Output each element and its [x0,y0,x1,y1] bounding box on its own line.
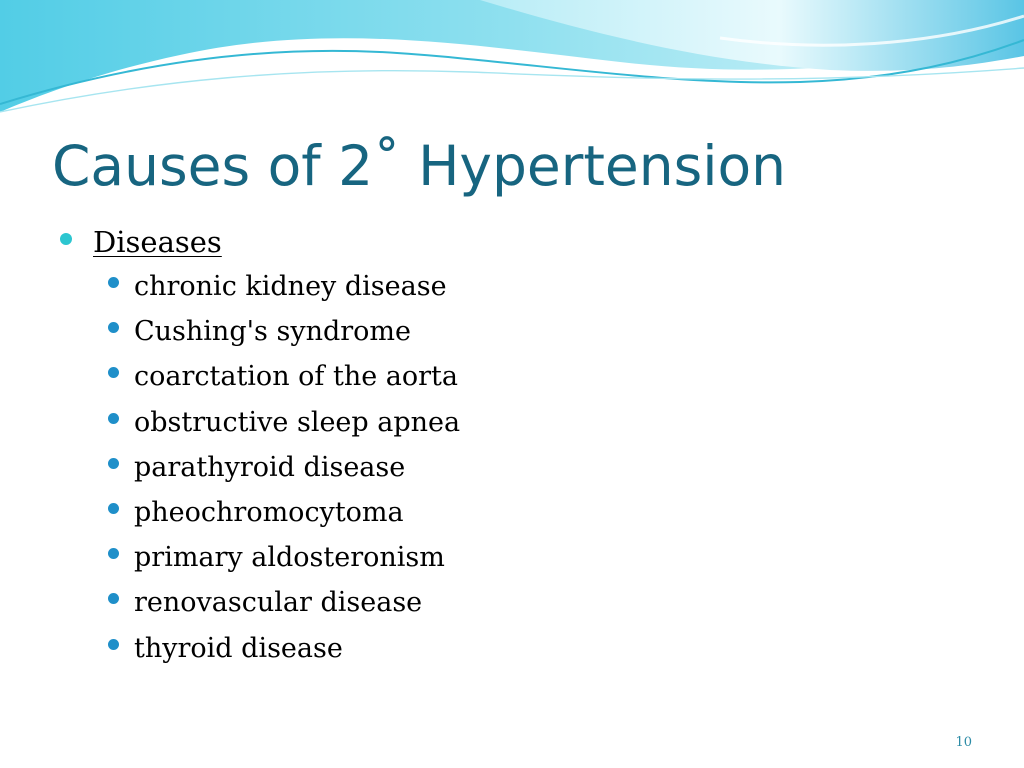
list-item-label: parathyroid disease [134,451,406,483]
list-item-label: pheochromocytoma [134,497,404,529]
bullet-icon [108,548,119,559]
bullet-content [60,220,960,671]
list-item-label: primary aldosteronism [134,542,445,574]
list-item-label: renovascular disease [134,587,423,619]
bullet-icon [108,413,119,424]
decorative-wave-header [0,0,1024,120]
list-item-label: thyroid disease [134,632,343,664]
bullet-icon [108,458,119,469]
list-item [60,400,960,445]
category-bullet-item [60,220,960,264]
bullet-icon [108,593,119,604]
disease-list [60,264,960,671]
list-item [60,490,960,535]
list-item [60,309,960,354]
bullet-icon [108,639,119,650]
list-item-label: Cushing's syndrome [134,316,411,348]
list-item [60,445,960,490]
bullet-icon [108,367,119,378]
list-item-label: chronic kidney disease [134,271,447,302]
list-item-label: obstructive sleep apnea [134,406,461,438]
list-item [60,264,960,309]
list-item [60,354,960,399]
bullet-icon [108,277,119,288]
list-item [60,626,960,671]
bullet-icon [108,503,119,514]
list-item [60,580,960,625]
category-label: Diseases [93,225,222,259]
page-number: 10 [955,735,972,750]
list-item-label: coarctation of the aorta [134,361,458,393]
list-item [60,535,960,580]
bullet-icon [108,322,119,333]
bullet-icon [60,233,72,245]
slide-title: Causes of 2˚ Hypertension [52,134,787,198]
